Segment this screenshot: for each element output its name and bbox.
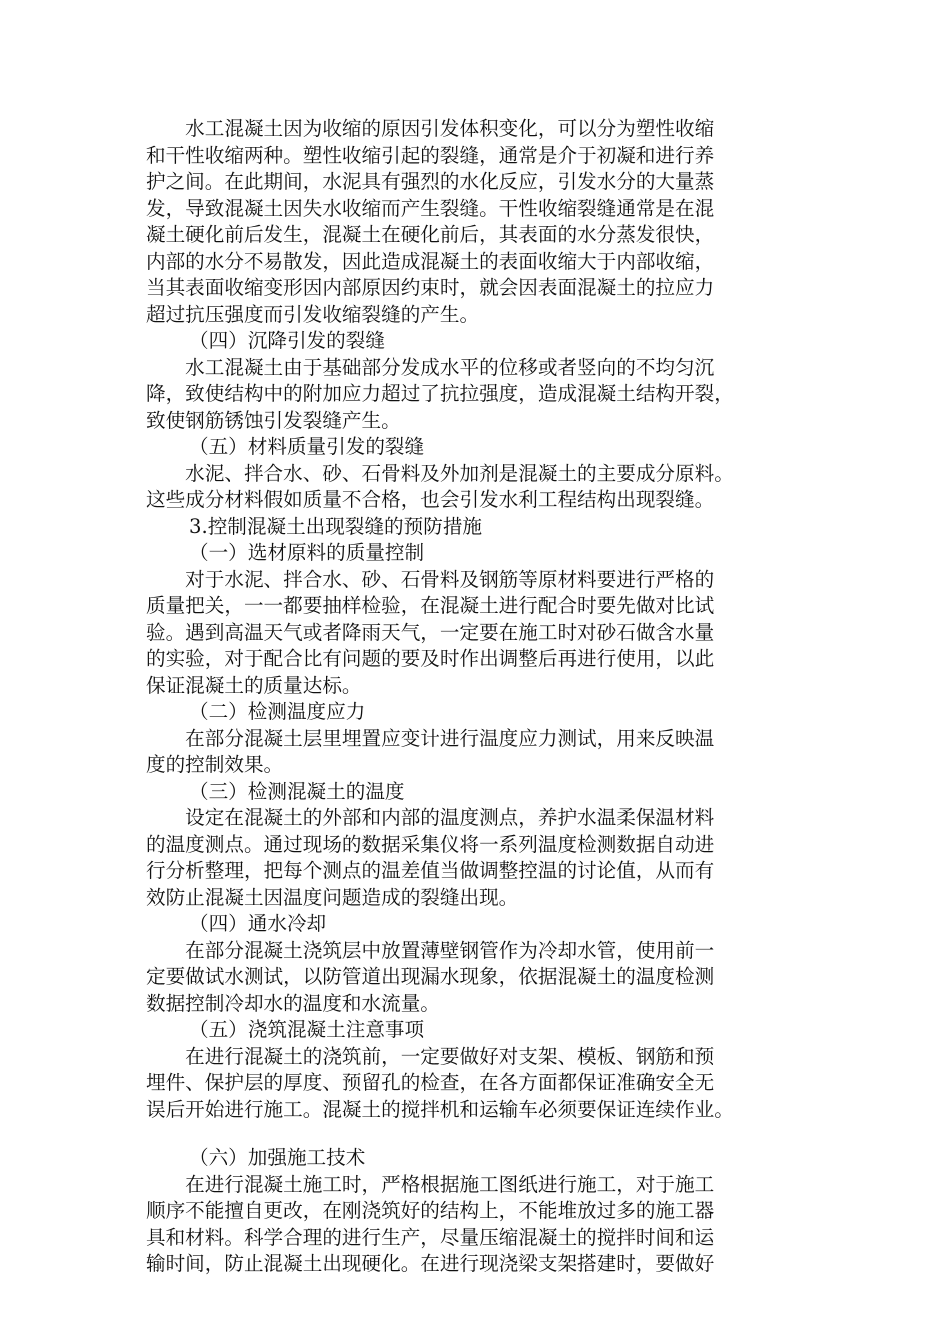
text-line: 水泥、拌合水、砂、石骨料及外加剂是混凝土的主要成分原料。 [146, 461, 734, 485]
paragraph [146, 567, 802, 700]
text-line: 内部的水分不易散发，因此造成混凝土的表面收缩大于内部收缩， [146, 249, 715, 273]
text-line: 在进行混凝土的浇筑前，一定要做好对支架、模板、钢筋和预 [146, 1044, 715, 1068]
paragraph [146, 355, 802, 435]
text-line: 护之间。在此期间，水泥具有强烈的水化反应，引发水分的大量蒸 [146, 170, 715, 193]
text-line: 水工混凝土由于基础部分发成水平的位移或者竖向的不均匀沉 [146, 355, 715, 379]
text-line: 降，致使结构中的附加应力超过了抗拉强度，造成混凝土结构开裂， [146, 382, 734, 405]
text-line: 在部分混凝土层里埋置应变计进行温度应力测试，用来反映温 [146, 726, 715, 750]
section-heading: （一）选材原料的质量控制 [189, 541, 425, 564]
text-line: 凝土硬化前后发生，混凝土在硬化前后，其表面的水分蒸发很快， [146, 223, 715, 246]
text-line: 在进行混凝土施工时，严格根据施工图纸进行施工，对于施工 [146, 1172, 715, 1196]
text-line: 保证混凝土的质量达标。 [146, 673, 362, 697]
section-heading: （四）沉降引发的裂缝 [189, 329, 385, 352]
text-line: 在部分混凝土浇筑层中放置薄壁钢管作为冷却水管，使用前一 [146, 938, 715, 962]
text-line: 数据控制冷却水的温度和水流量。 [146, 991, 440, 1015]
text-line: 验。遇到高温天气或者降雨天气，一定要在施工时对砂石做含水量 [146, 620, 715, 644]
text-line: 这些成分材料假如质量不合格，也会引发水利工程结构出现裂缝。 [146, 488, 715, 511]
text-line: 顺序不能擅自更改，在刚浇筑好的结构上，不能堆放过多的施工器 [146, 1199, 715, 1222]
paragraph [146, 1044, 802, 1124]
section-heading: （二）检测温度应力 [189, 700, 366, 723]
paragraph [146, 938, 802, 1018]
text-line: 发，导致混凝土因失水收缩而产生裂缝。干性收缩裂缝通常是在混 [146, 196, 715, 220]
text-line: 超过抗压强度而引发收缩裂缝的产生。 [146, 302, 480, 326]
text-line: 效防止混凝土因温度问题造成的裂缝出现。 [146, 885, 519, 909]
section-heading: （三）检测混凝土的温度 [189, 779, 405, 803]
section-heading: 3.控制混凝土出现裂缝的预防措施 [189, 514, 483, 538]
text-line: 定要做试水测试，以防管道出现漏水现象，依据混凝土的温度检测 [146, 965, 715, 988]
text-line: 输时间，防止混凝土出现硬化。在进行现浇梁支架搭建时，要做好 [146, 1252, 715, 1275]
text-line: 行分析整理，把每个测点的温差值当做调整控温的讨论值，从而有 [146, 859, 715, 882]
paragraph [146, 461, 802, 514]
text-line: 致使钢筋锈蚀引发裂缝产生。 [146, 408, 401, 432]
text-line: 当其表面收缩变形因内部原因约束时，就会因表面混凝土的拉应力 [146, 276, 715, 299]
paragraph [146, 1172, 802, 1278]
text-line: 质量把关，一一都要抽样检验，在混凝土进行配合时要先做对比试 [146, 594, 715, 617]
section-heading: （五）材料质量引发的裂缝 [189, 435, 425, 458]
text-line: 度的控制效果。 [146, 753, 284, 776]
text-line: 和干性收缩两种。塑性收缩引起的裂缝，通常是介于初凝和进行养 [146, 143, 715, 167]
text-line: 误后开始进行施工。混凝土的搅拌机和运输车必须要保证连续作业。 [146, 1097, 734, 1121]
text-line: 对于水泥、拌合水、砂、石骨料及钢筋等原材料要进行严格的 [146, 567, 715, 591]
text-line: 的温度测点。通过现场的数据采集仪将一系列温度检测数据自动进 [146, 832, 715, 856]
section-heading: （五）浇筑混凝土注意事项 [189, 1018, 425, 1041]
paragraph [146, 805, 802, 911]
text-line: 具和材料。科学合理的进行生产，尽量压缩混凝土的搅拌时间和运 [146, 1225, 715, 1249]
section-heading: （四）通水冷却 [189, 912, 327, 935]
text-line: 水工混凝土因为收缩的原因引发体积变化，可以分为塑性收缩 [146, 117, 715, 140]
text-line: 埋件、保护层的厚度、预留孔的检查，在各方面都保证准确安全无 [146, 1071, 715, 1094]
section-heading: （六）加强施工技术 [189, 1146, 366, 1169]
text-line: 设定在混凝土的外部和内部的温度测点，养护水温柔保温材料 [146, 806, 715, 829]
paragraph-spacer [146, 1123, 802, 1145]
paragraph [146, 116, 802, 328]
document-body [146, 116, 802, 1278]
paragraph [146, 726, 802, 779]
text-line: 的实验，对于配合比有问题的要及时作出调整后再进行使用，以此 [146, 647, 715, 670]
